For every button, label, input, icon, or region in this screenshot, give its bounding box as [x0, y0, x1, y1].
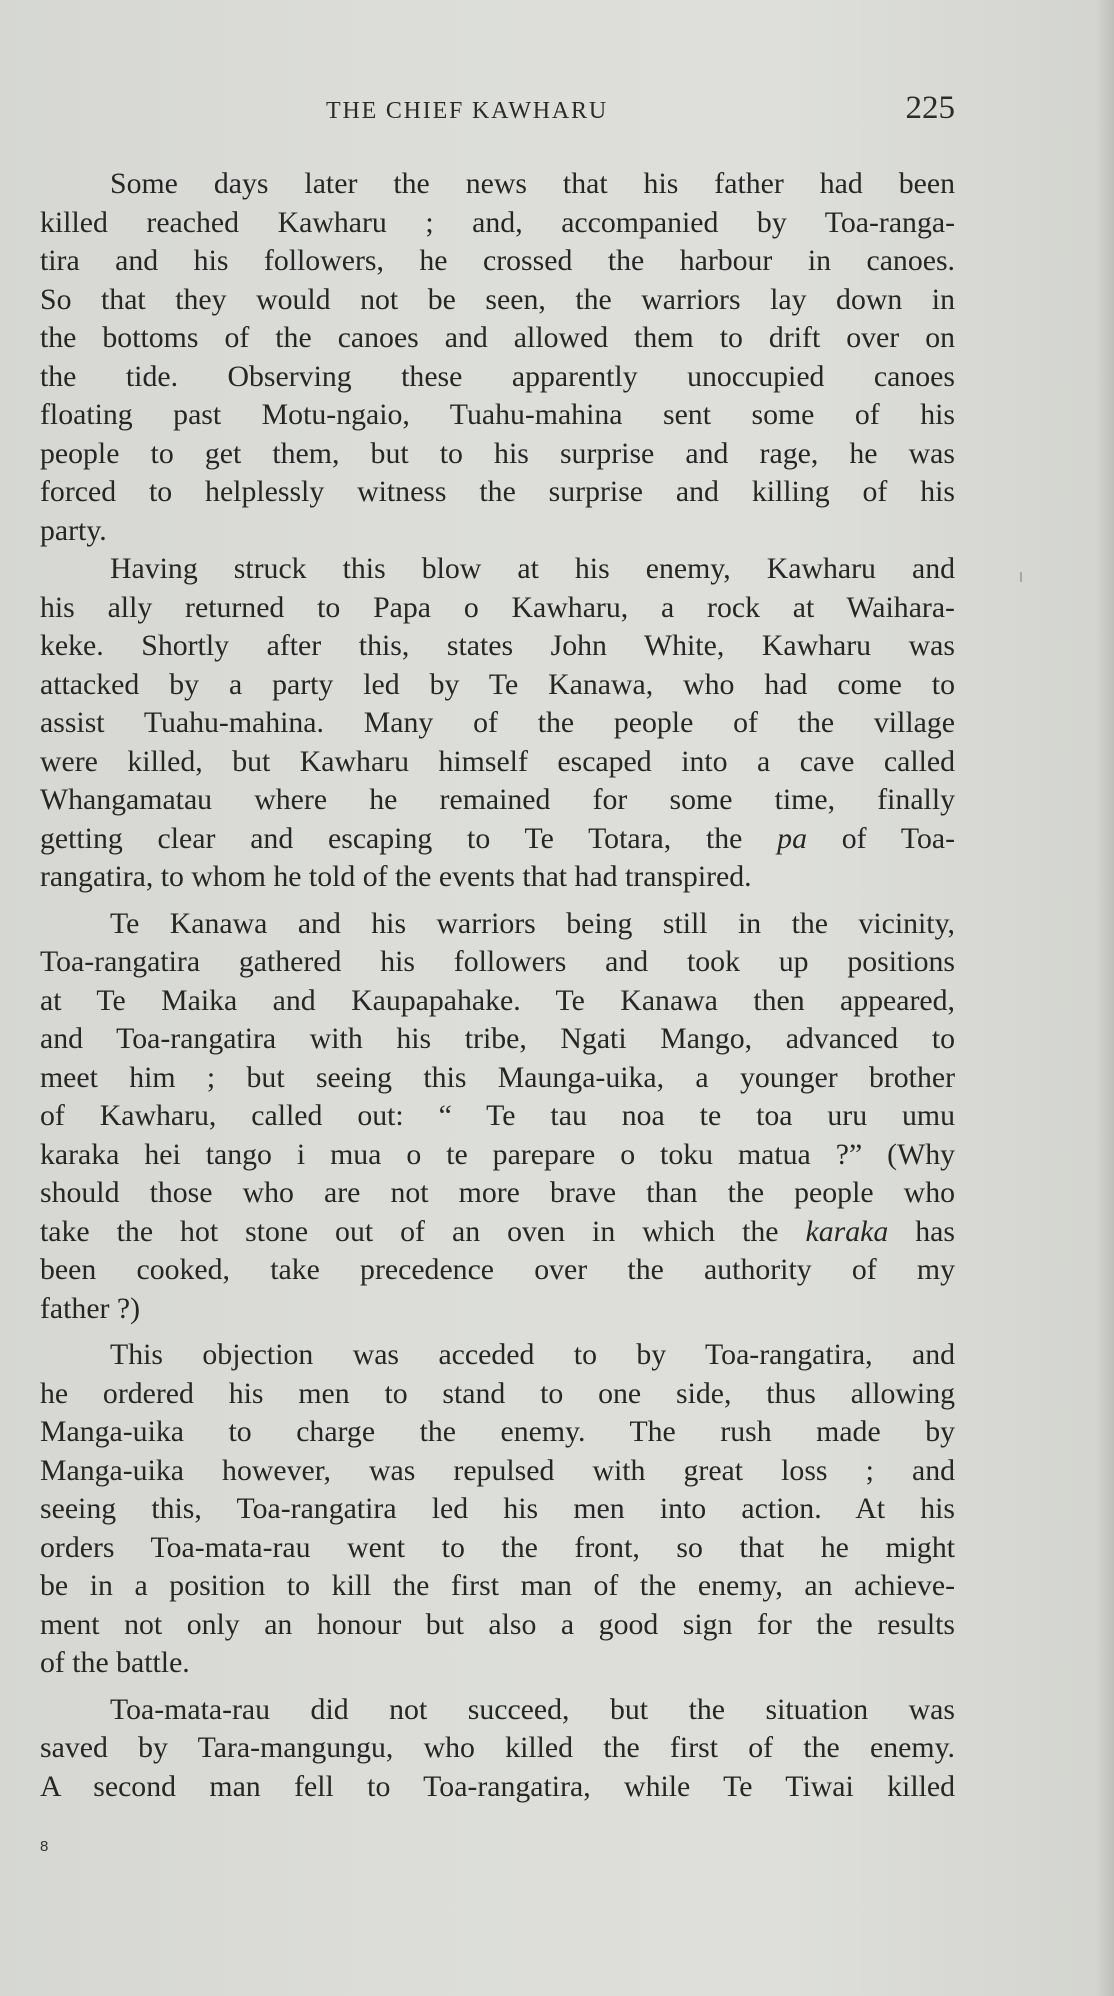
- paragraph-4: [40, 1336, 955, 1683]
- running-head: [40, 90, 955, 130]
- text-line: meet him ; but seeing this Maunga-uika, a younger brother: [40, 1060, 955, 1094]
- text-line: the tide. Observing these apparently unoccupied canoes: [40, 359, 955, 393]
- text-line: should those who are not more brave than the people who: [40, 1176, 955, 1209]
- text-line: he ordered his men to stand to one side, thus allowing: [40, 1376, 955, 1410]
- text-line: A second man fell to Toa-rangatira, while Te Tiwai killed: [40, 1769, 955, 1803]
- page-number: 225: [905, 90, 955, 126]
- text-line: his ally returned to Papa o Kawharu, a rock at Waihara-: [40, 590, 955, 624]
- text-line: Toa-mata-rau did not succeed, but the situation was: [110, 1692, 955, 1726]
- text-line: karaka hei tango i mua o te parepare o toku matua ?” (Why: [40, 1137, 955, 1171]
- text-line: assist Tuahu-mahina. Many of the people of the village: [40, 706, 955, 739]
- text-line: Some days later the news that his father had been: [110, 167, 955, 200]
- text-line: father ?): [40, 1291, 141, 1325]
- text-line: keke. Shortly after this, states John White, Kawharu was: [40, 629, 955, 662]
- text-line: of Kawharu, called out: “ Te tau noa te toa uru umu: [40, 1099, 955, 1132]
- text-line: getting clear and escaping to Te Totara, the pa of Toa-: [40, 821, 955, 855]
- paragraph-3: [40, 905, 955, 1329]
- text-line: forced to helplessly witness the surprise and killing of his: [40, 475, 955, 508]
- text-line: people to get them, but to his surprise and rage, he was: [40, 436, 955, 470]
- paragraph-2: [40, 550, 955, 897]
- signature-mark: 8: [40, 1838, 49, 1855]
- paragraph-5: [40, 1691, 955, 1807]
- text-line: killed reached Kawharu ; and, accompanied by Toa-ranga-: [40, 205, 955, 239]
- text-line: Toa-rangatira gathered his followers and took up positions: [40, 945, 955, 978]
- text-line: Manga-uika to charge the enemy. The rush made by: [40, 1415, 955, 1448]
- text-line: seeing this, Toa-rangatira led his men into action. At his: [40, 1492, 955, 1525]
- text-line: tira and his followers, he crossed the harbour in canoes.: [40, 244, 955, 277]
- text-line: of the battle.: [40, 1646, 190, 1679]
- text-line: This objection was acceded to by Toa-rangatira, and: [110, 1338, 955, 1371]
- text-line: attacked by a party led by Te Kanawa, who had come to: [40, 667, 955, 701]
- text-line: party.: [40, 513, 107, 547]
- text-line: were killed, but Kawharu himself escaped into a cave called: [40, 744, 955, 778]
- text-line: the bottoms of the canoes and allowed them to drift over on: [40, 321, 955, 354]
- text-line: ment not only an honour but also a good sign for the results: [40, 1607, 955, 1641]
- text-line: be in a position to kill the first man of the enemy, an achieve-: [40, 1569, 955, 1602]
- text-line: rangatira, to whom he told of the events that had transpired.: [40, 860, 752, 893]
- text-line: at Te Maika and Kaupapahake. Te Kanawa then appeared,: [40, 983, 955, 1017]
- body-text: [40, 165, 955, 1806]
- text-line: saved by Tara-mangungu, who killed the first of the enemy.: [40, 1731, 955, 1764]
- text-line: take the hot stone out of an oven in which the karaka has: [40, 1214, 955, 1248]
- text-line: Manga-uika however, was repulsed with great loss ; and: [40, 1453, 955, 1487]
- text-line: Having struck this blow at his enemy, Kawharu and: [110, 552, 955, 585]
- margin-mark: [1020, 572, 1022, 582]
- text-line: Te Kanawa and his warriors being still in the vicinity,: [110, 906, 955, 940]
- text-line: been cooked, take precedence over the authority of my: [40, 1253, 955, 1286]
- text-line: Whangamatau where he remained for some time, finally: [40, 783, 955, 816]
- paragraph-1: [40, 165, 955, 550]
- page-edge-shadow: [1096, 0, 1114, 1996]
- text-line: floating past Motu-ngaio, Tuahu-mahina sent some of his: [40, 398, 955, 431]
- text-line: So that they would not be seen, the warriors lay down in: [40, 282, 955, 316]
- italic-word: karaka: [805, 1214, 889, 1248]
- italic-word: pa: [777, 821, 807, 855]
- text-line: orders Toa-mata-rau went to the front, so that he might: [40, 1530, 955, 1564]
- chapter-title: THE CHIEF KAWHARU: [326, 98, 608, 124]
- text-line: and Toa-rangatira with his tribe, Ngati Mango, advanced to: [40, 1022, 955, 1055]
